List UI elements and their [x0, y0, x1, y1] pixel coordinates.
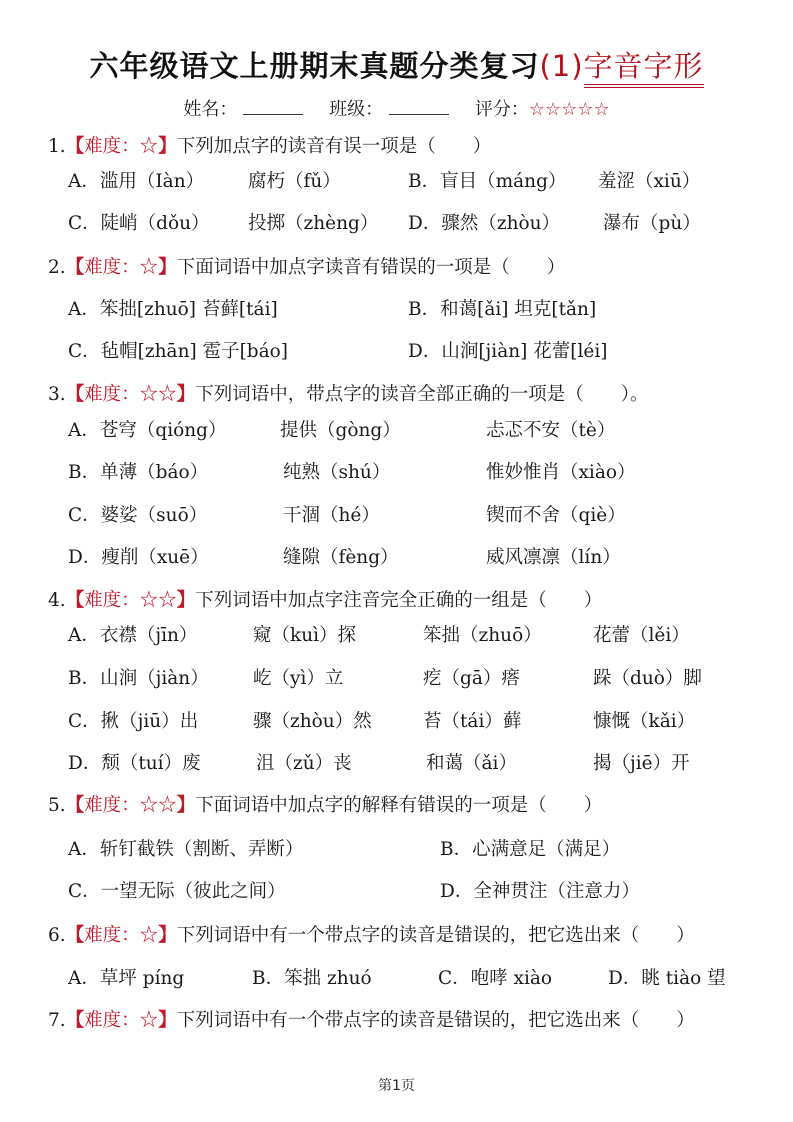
answer-option: 慷慨（kǎi） — [593, 711, 696, 732]
question-text: 下面词语中加点字的解释有错误的一项是（ ） — [195, 795, 603, 816]
answer-option: 提供（gòng） — [280, 420, 401, 441]
question-number: 3. — [48, 384, 66, 405]
title-topic: 字音字形 — [584, 49, 704, 88]
difficulty-bracket-open: 【 — [65, 257, 85, 278]
answer-option: C．婆娑（suō） — [68, 505, 208, 526]
answer-option: A．滥用（Iàn） — [68, 171, 205, 192]
answer-option: 揭（jiē）开 — [593, 753, 690, 774]
question-stem — [48, 924, 695, 948]
answer-option: 花蕾（lěi） — [593, 625, 690, 646]
answer-option: 笨拙（zhuō） — [423, 625, 542, 646]
difficulty-label: 难度：☆ — [84, 136, 159, 157]
difficulty-bracket-close: 】 — [176, 590, 196, 611]
score-label: 评分： — [474, 99, 529, 120]
class-blank[interactable] — [389, 100, 449, 115]
answer-option: 窥（kuì）探 — [253, 625, 357, 646]
question-stem — [48, 383, 648, 407]
answer-option: 锲而不舍（qiè） — [486, 505, 626, 526]
answer-option: 跺（duò）脚 — [593, 668, 702, 689]
answer-option: A．衣襟（jīn） — [68, 625, 198, 646]
answer-option: A．斩钉截铁（割断、弄断） — [68, 839, 304, 860]
question-text: 下列词语中，带点字的读音全部正确的一项是（ ）。 — [195, 384, 649, 405]
answer-option: 和蔼（ǎi） — [426, 753, 517, 774]
answer-option: B．和蔼[ǎi] 坦克[tǎn] — [408, 299, 597, 320]
answer-option: C．陡峭（dǒu） — [68, 213, 210, 234]
answer-option: B．笨拙 zhuó — [252, 968, 372, 989]
class-label: 班级： — [329, 99, 384, 120]
answer-option: D．山涧[jiàn] 花蕾[léi] — [408, 341, 608, 362]
difficulty-bracket-open: 【 — [65, 590, 85, 611]
question-stem — [48, 135, 491, 159]
name-label: 姓名： — [183, 99, 238, 120]
answer-option: C．揪（jiū）出 — [68, 711, 199, 732]
difficulty-bracket-close: 】 — [158, 136, 177, 157]
difficulty-label: 难度：☆ — [84, 1010, 159, 1031]
name-blank[interactable] — [243, 100, 303, 115]
difficulty-bracket-open: 【 — [65, 925, 85, 946]
difficulty-bracket-open: 【 — [65, 1010, 85, 1031]
question-stem — [48, 256, 565, 280]
difficulty-label: 难度：☆☆ — [84, 384, 177, 405]
page-number: 第1页 — [378, 1078, 415, 1094]
student-info-line — [0, 95, 793, 121]
question-number: 6. — [48, 925, 66, 946]
question-text: 下列加点字的读音有误一项是（ ） — [176, 136, 492, 157]
answer-option: D．瘦削（xuē） — [68, 547, 209, 568]
difficulty-label: 难度：☆ — [84, 925, 159, 946]
answer-option: 骤（zhòu）然 — [253, 711, 372, 732]
question-number: 4. — [48, 590, 66, 611]
difficulty-bracket-close: 】 — [158, 1010, 177, 1031]
answer-option: C．咆哮 xiào — [438, 968, 553, 989]
answer-option: 瀑布（pù） — [603, 213, 701, 234]
question-stem — [48, 1009, 695, 1033]
question-number: 1. — [48, 136, 66, 157]
difficulty-label: 难度：☆ — [84, 257, 159, 278]
answer-option: 威风凛凛（lín） — [486, 547, 621, 568]
answer-option: B．山涧（jiàn） — [68, 668, 209, 689]
page-title — [0, 44, 793, 85]
question-text: 下列词语中有一个带点字的读音是错误的，把它选出来（ ） — [176, 925, 695, 946]
difficulty-bracket-close: 】 — [158, 925, 177, 946]
answer-option: D．眺 tiào 望 — [608, 968, 726, 989]
difficulty-bracket-open: 【 — [65, 795, 85, 816]
question-text: 下面词语中加点字读音有错误的一项是（ ） — [176, 257, 566, 278]
answer-option: 沮（zǔ）丧 — [256, 753, 352, 774]
answer-option: 投掷（zhèng） — [248, 213, 379, 234]
answer-option: 羞涩（xiū） — [598, 171, 701, 192]
question-number: 5. — [48, 795, 66, 816]
answer-option: A．苍穹（qióng） — [68, 420, 227, 441]
answer-option: C．毡帽[zhān] 雹子[báo] — [68, 341, 289, 362]
difficulty-label: 难度：☆☆ — [84, 590, 177, 611]
difficulty-bracket-close: 】 — [176, 384, 196, 405]
title-number: (1) — [539, 49, 584, 83]
title-main: 六年级语文上册期末真题分类复习 — [89, 49, 540, 83]
difficulty-bracket-close: 】 — [158, 257, 177, 278]
difficulty-bracket-open: 【 — [65, 384, 85, 405]
answer-option: B．盲目（máng） — [408, 171, 567, 192]
answer-option: D．颓（tuí）废 — [68, 753, 201, 774]
answer-option: 忐忑不安（tè） — [486, 420, 616, 441]
answer-option: 干涸（hé） — [283, 505, 380, 526]
answer-option: 纯熟（shú） — [283, 462, 391, 483]
question-number: 2. — [48, 257, 66, 278]
answer-option: 缝隙（fèng） — [283, 547, 399, 568]
answer-option: D．全神贯注（注意力） — [440, 881, 640, 902]
answer-option: 屹（yì）立 — [253, 668, 344, 689]
answer-option: 惟妙惟肖（xiào） — [486, 462, 636, 483]
question-number: 7. — [48, 1010, 66, 1031]
answer-option: D．骤然（zhòu） — [408, 213, 561, 234]
question-stem — [48, 589, 602, 613]
difficulty-bracket-open: 【 — [65, 136, 85, 157]
answer-option: 苔（tái）藓 — [423, 711, 522, 732]
question-text: 下列词语中加点字注音完全正确的一组是（ ） — [195, 590, 603, 611]
difficulty-label: 难度：☆☆ — [84, 795, 177, 816]
answer-option: A．草坪 píng — [68, 968, 185, 989]
question-text: 下列词语中有一个带点字的读音是错误的，把它选出来（ ） — [176, 1010, 695, 1031]
answer-option: A．笨拙[zhuō] 苔藓[tái] — [68, 299, 278, 320]
score-stars: ☆☆☆☆☆ — [528, 99, 610, 120]
answer-option: 疙（gā）瘩 — [423, 668, 520, 689]
answer-option: B．心满意足（满足） — [440, 839, 621, 860]
question-stem — [48, 794, 602, 818]
difficulty-bracket-close: 】 — [176, 795, 196, 816]
answer-option: B．单薄（báo） — [68, 462, 209, 483]
answer-option: C．一望无际（彼此之间） — [68, 881, 286, 902]
answer-option: 腐朽（fǔ） — [248, 171, 341, 192]
